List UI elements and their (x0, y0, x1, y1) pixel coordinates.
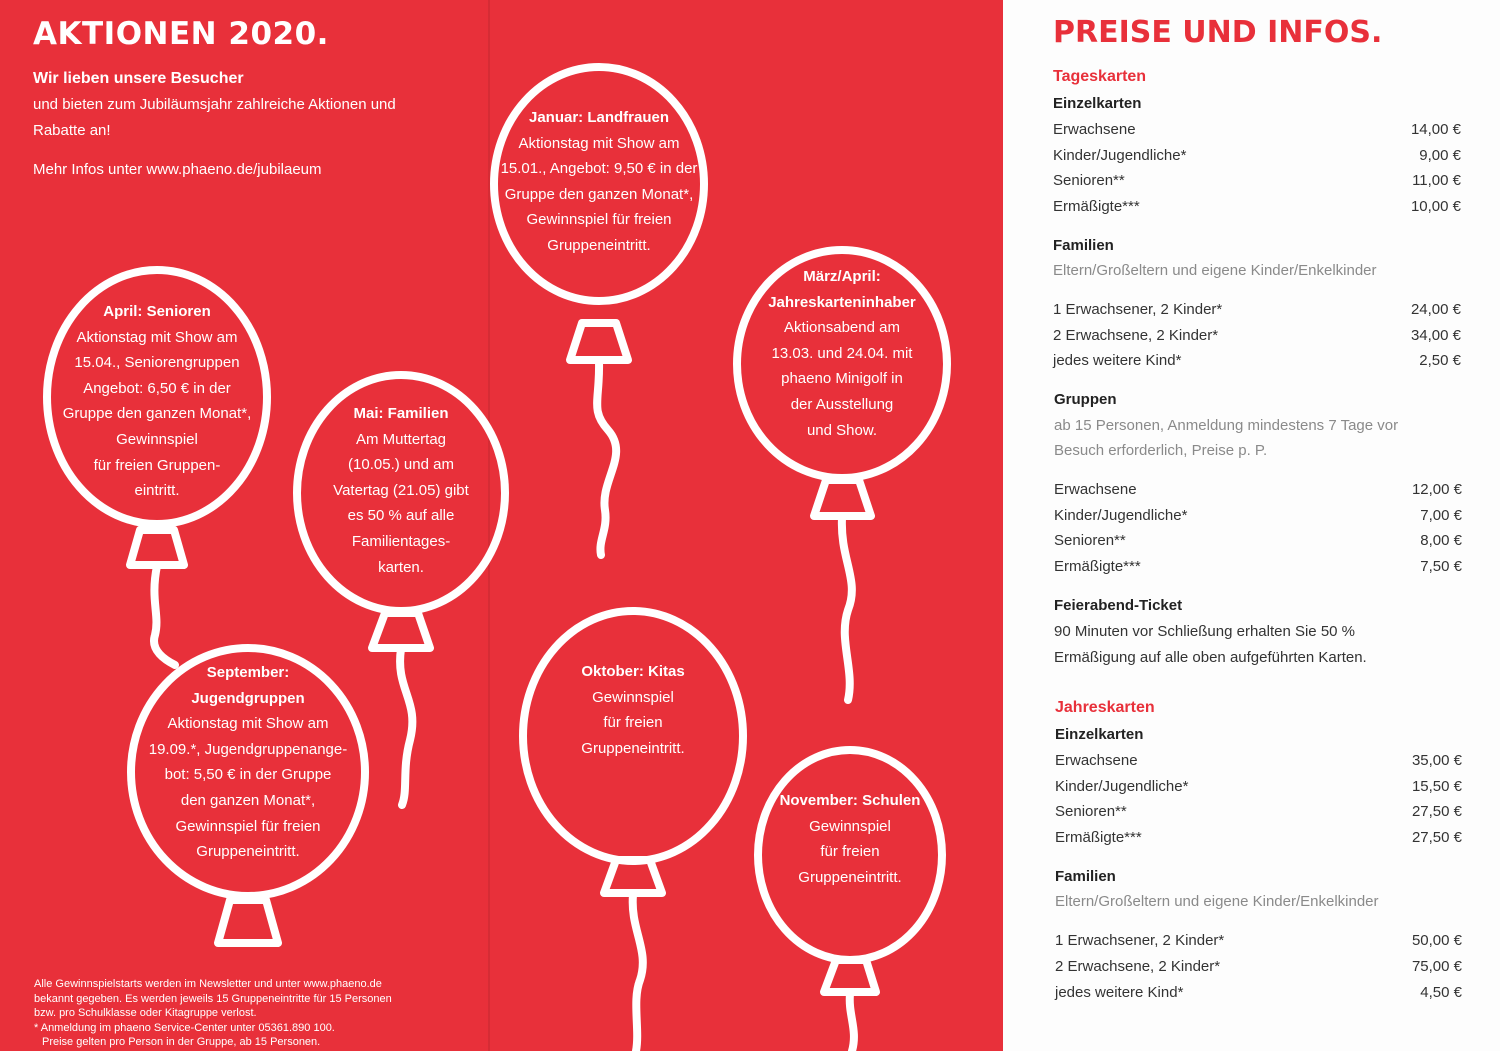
intro-line-1: und bieten zum Jubiläumsjahr zahlreiche Aktionen und (33, 96, 396, 113)
price-label: 2 Erwachsene, 2 Kinder* (1053, 327, 1219, 344)
balloon-november-line: Gruppeneintritt. (798, 868, 902, 886)
balloon-mai-line: (10.05.) und am (348, 456, 454, 474)
balloon-november-line: Gewinnspiel (809, 817, 891, 835)
price-label: Ermäßigte*** (1054, 558, 1141, 575)
balloon-september-line: Aktionstag mit Show am (167, 715, 329, 733)
balloon-mai-title: Mai: Familien (353, 405, 449, 422)
price-value: 35,00 € (1411, 752, 1462, 769)
price-label: jedes weitere Kind* (1055, 984, 1184, 1001)
balloon-oktober-line: für freien (603, 714, 663, 732)
balloon-mai-line: Familientages- (351, 532, 451, 550)
price-value: 8,00 € (1420, 532, 1462, 549)
balloon-november-title: November: Schulen (779, 792, 921, 809)
balloon-april-line: 15.04., Seniorengruppen (74, 354, 240, 372)
more-info-link[interactable]: Mehr Infos unter www.phaeno.de/jubilaeum (33, 161, 322, 178)
balloon-april-line: Angebot: 6,50 € in der (83, 379, 231, 397)
balloon-oktober-text (533, 659, 733, 761)
balloon-maerz-line: 13.03. und 24.04. mit (771, 344, 913, 362)
balloon-september-line: 19.09.*, Jugendgruppenange- (148, 740, 348, 758)
price-value: 7,50 € (1420, 558, 1462, 575)
jahreskarten-heading: Jahreskarten (1055, 699, 1155, 716)
price-label: Ermäßigte*** (1055, 829, 1142, 846)
balloon-maerz-title-2: Jahreskarteninhaber (768, 293, 916, 311)
price-value: 9,00 € (1419, 147, 1461, 164)
balloon-januar-string (597, 362, 616, 555)
tageskarten-heading: Tageskarten (1053, 68, 1147, 85)
balloon-oktober-title: Oktober: Kitas (581, 663, 685, 680)
footnote-line: Preise gelten pro Person in der Gruppe, ab 15 Personen. (42, 1036, 321, 1048)
balloon-september-title-2: Jugendgruppen (191, 689, 305, 707)
balloon-april-line: eintritt. (134, 482, 180, 500)
tages-familien-note: Eltern/Großeltern und eigene Kinder/Enkelkinder (1053, 262, 1377, 279)
balloon-november-text (760, 788, 940, 890)
price-label: Senioren** (1054, 532, 1126, 549)
balloon-april-line: für freien Gruppen- (93, 456, 221, 474)
balloon-april-text (47, 299, 267, 504)
price-value: 27,50 € (1411, 803, 1462, 820)
price-value: 75,00 € (1411, 958, 1462, 975)
balloon-januar-line: Gruppe den ganzen Monat*, (504, 185, 694, 203)
balloon-maerz-line: der Ausstellung (790, 395, 894, 413)
balloon-mai-line: Vatertag (21.05) gibt (333, 481, 469, 499)
balloon-september-line: den ganzen Monat*, (180, 791, 316, 809)
price-label: Kinder/Jugendliche* (1055, 778, 1189, 795)
price-label: Erwachsene (1053, 121, 1136, 138)
balloon-maerz-line: phaeno Minigolf in (781, 370, 903, 388)
price-label: Erwachsene (1055, 752, 1138, 769)
balloon-maerz-line: und Show. (806, 421, 878, 439)
balloon-maerz-string (842, 518, 852, 700)
balloon-april-title: April: Senioren (103, 303, 211, 320)
balloon-januar-line: Gruppeneintritt. (547, 236, 651, 254)
balloon-mai-text (301, 401, 501, 580)
balloon-maerz-title: März/April: (803, 268, 881, 285)
price-value: 27,50 € (1411, 829, 1462, 846)
price-value: 2,50 € (1419, 352, 1461, 369)
price-label: 2 Erwachsene, 2 Kinder* (1055, 958, 1221, 975)
balloon-oktober-line: Gewinnspiel (592, 688, 674, 706)
price-value: 50,00 € (1411, 932, 1462, 949)
balloon-september-knot (218, 900, 278, 943)
price-value: 34,00 € (1410, 327, 1461, 344)
price-label: Kinder/Jugendliche* (1053, 147, 1187, 164)
footnotes (34, 977, 474, 1050)
jahres-familien-label: Familien (1055, 868, 1116, 885)
balloon-april-line: Gewinnspiel (116, 430, 198, 448)
balloon-april-line: Gruppe den ganzen Monat*, (62, 405, 252, 423)
balloon-januar-line: Aktionstag mit Show am (518, 134, 680, 152)
price-value: 7,00 € (1420, 507, 1462, 524)
intro-heading: Wir lieben unsere Besucher (33, 70, 244, 87)
price-label: jedes weitere Kind* (1053, 352, 1182, 369)
balloon-maerz-knot (814, 480, 871, 516)
price-label: Senioren** (1055, 803, 1127, 820)
balloon-januar-line: 15.01., Angebot: 9,50 € in der (500, 160, 698, 178)
balloon-maerz-text (742, 264, 942, 443)
jahres-einzel-label: Einzelkarten (1055, 726, 1144, 743)
footnote-line: Alle Gewinnspielstarts werden im Newsletter und unter www.phaeno.de (34, 978, 382, 990)
price-value: 4,50 € (1420, 984, 1462, 1001)
price-label: 1 Erwachsener, 2 Kinder* (1055, 932, 1225, 949)
price-value: 24,00 € (1410, 301, 1461, 318)
balloon-mai-line: Am Muttertag (355, 430, 447, 448)
tages-einzel-label: Einzelkarten (1053, 95, 1142, 112)
gruppen-note: Besuch erforderlich, Preise p. P. (1054, 442, 1268, 459)
price-label: Kinder/Jugendliche* (1054, 507, 1188, 524)
jahres-familien-note: Eltern/Großeltern und eigene Kinder/Enkelkinder (1055, 893, 1379, 910)
balloon-april-string (154, 566, 175, 665)
balloon-april-line: Aktionstag mit Show am (76, 328, 238, 346)
balloon-november-string (850, 994, 854, 1051)
price-label: 1 Erwachsener, 2 Kinder* (1053, 301, 1223, 318)
balloon-september-line: Gewinnspiel für freien (175, 817, 321, 835)
footnote-line: * Anmeldung im phaeno Service-Center unter 05361.890 100. (34, 1021, 335, 1034)
balloon-september-text (133, 660, 363, 865)
feierabend-label: Feierabend-Ticket (1054, 597, 1183, 614)
balloon-september-line: Gruppeneintritt. (196, 843, 300, 861)
gruppen-note: ab 15 Personen, Anmeldung mindestens 7 Tage vor (1054, 417, 1399, 434)
price-label: Erwachsene (1054, 481, 1137, 498)
footnote-line: bekannt gegeben. Es werden jeweils 15 Gruppeneintritte für 15 Personen (34, 992, 392, 1005)
aktionen-title: AKTIONEN 2020. (33, 16, 329, 52)
feierabend-text: Ermäßigung auf alle oben aufgeführten Karten. (1054, 649, 1367, 666)
balloon-oktober-line: Gruppeneintritt. (581, 739, 685, 757)
balloon-mai-string (400, 649, 412, 805)
balloon-november-line: für freien (820, 843, 880, 861)
price-value: 15,50 € (1411, 778, 1462, 795)
balloon-maerz-line: Aktionsabend am (784, 319, 900, 337)
balloon-mai-line: es 50 % auf alle (347, 507, 455, 525)
balloon-oktober-string (633, 895, 643, 1051)
price-value: 10,00 € (1410, 198, 1461, 215)
balloon-januar-line: Gewinnspiel für freien (526, 211, 672, 229)
balloon-september-title: September: (206, 664, 290, 681)
price-value: 12,00 € (1411, 481, 1462, 498)
price-value: 14,00 € (1410, 121, 1461, 138)
footnote-line: bzw. pro Schulklasse oder Kitagruppe verlost. (34, 1007, 257, 1019)
intro-line-2: Rabatte an! (33, 122, 111, 139)
balloon-mai-line: karten. (378, 558, 424, 576)
feierabend-text: 90 Minuten vor Schließung erhalten Sie 50 % (1054, 623, 1356, 640)
balloon-april-knot (130, 530, 184, 565)
price-label: Senioren** (1053, 172, 1125, 189)
balloon-september-line: bot: 5,50 € in der Gruppe (164, 766, 332, 784)
balloon-november-knot (824, 960, 876, 992)
balloon-januar-knot (570, 323, 628, 360)
balloon-mai-knot (372, 613, 430, 648)
gruppen-label: Gruppen (1054, 391, 1117, 408)
tages-familien-label: Familien (1053, 237, 1114, 254)
balloon-januar-text (494, 105, 704, 259)
price-label: Ermäßigte*** (1053, 198, 1140, 215)
balloon-januar-title: Januar: Landfrauen (528, 109, 670, 126)
price-value: 11,00 € (1412, 172, 1461, 189)
preise-title: PREISE UND INFOS. (1053, 15, 1383, 50)
